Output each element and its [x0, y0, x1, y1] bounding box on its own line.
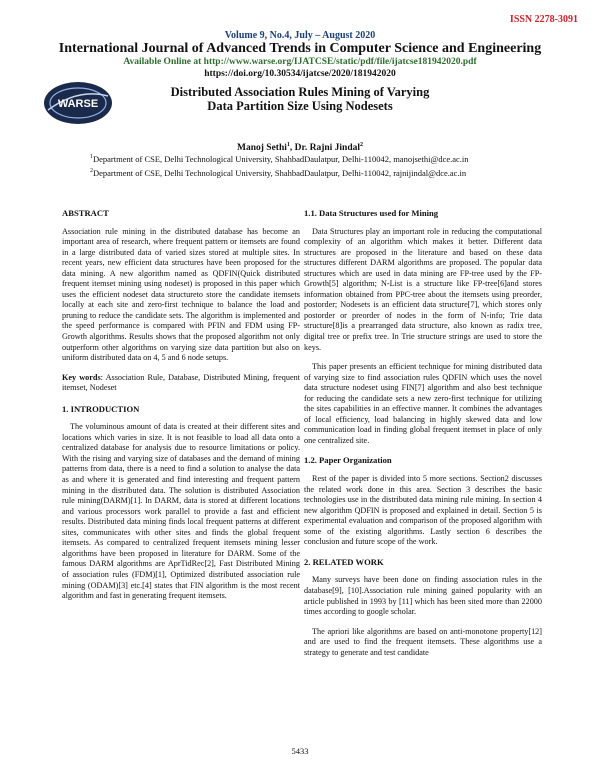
section-1-2-paragraph: Rest of the paper is divided into 5 more sections. Section2 discusses the related work done in this area. Section 3 describes the basic technologies use in the distributed data mining rule mining. In section 4 new algorithm QDFIN is proposed and explained in detail. Section 5 is experimental evaluation and comparison of the proposed algorithm with some of the existing algorithms. Lastly section 6 describes the conclusion and future scope of the work.	[304, 474, 542, 547]
affiliation-1	[90, 154, 560, 164]
abstract-text: Association rule mining in the distributed database has become an important area of research, where frequent pattern or itemsets are found in a large distributed data of varied sizes stored at multiple sites. In recent years, new efficient data structures have been proposed for the data mining. A new algorithm named as QDFIN(Quick distributed frequent itemset mining using nodeset) is proposed in this paper which uses the efficient nodeset data structureto store the candidate itemsets locally at each site and zero-first technique to balance the load and pruning to reduce the candidate sets. The algorithm is implemented and the speed performance is compared with PFIN and FDM using FP-Growth algorithms. Results shows that the proposed algorithm not only outperform other algorithms on varying size data partition but also on uniform distributed data on 4, 5 and 6 node setups.	[62, 226, 300, 363]
keywords-label: Key words	[62, 372, 101, 382]
keywords	[62, 373, 300, 394]
affiliation-2	[90, 168, 560, 178]
issn-label: ISSN 2278-3091	[509, 14, 578, 25]
logo-text: WARSE	[57, 98, 99, 110]
introduction-heading: 1. INTRODUCTION	[62, 403, 140, 414]
author-2-sup: 2	[360, 142, 363, 148]
page-number: 5433	[291, 746, 309, 756]
author-1-sup: 1	[286, 142, 290, 148]
section-1-1-paragraph-2: This paper presents an efficient technique for mining distributed data of varying size to find association rules QDFIN which uses the novel data structure nodeset using FIN[7] algorithm and also best technique for reducing the candidate sets a new zero-first technique for utilizing the sites capabilities in an effective manner. It combines the advantages of local efficiency, load balancing in highly skewed data and low communication load in finding global frequent itemset in place of only one centralized site.	[304, 362, 542, 445]
section-1-1-paragraph-1: Data Structures play an important role in reducing the computational complexity of an algorithm which makes it better. Different data structures are proposed in the literature and based on these data structures different DARM algorithms are proposed. The popular data structures which are used in data mining are FP-tree used by the FP-Growth[5] algorithm; N-List is a structure like FP-tree[6]and stores information obtained from PPC-tree about the itemsets using preorder, postorder; Nodesets is an efficient data structure[7], which stores only postorder or preorder of nodes in the form of N-info; Trie data structure[8]is a prearranged data structure, also known as radix tree, digital tree or prefix tree. In Trie structure strings are used to store the keys.	[304, 226, 542, 352]
author-separator: , Dr. Rajni Jindal	[289, 143, 360, 154]
warse-logo	[42, 80, 114, 126]
right-column	[304, 208, 542, 667]
keywords-text: : Association Rule, Database, Distributed Mining, frequent itemset, Nodeset	[62, 372, 300, 393]
related-work-heading: 2. RELATED WORK	[304, 556, 384, 567]
paper-title-line1: Distributed Association Rules Mining of Varying	[170, 85, 430, 99]
section-1-2-heading: 1.2. Paper Organization	[304, 455, 392, 466]
affiliation-2-sup: 2	[90, 168, 93, 175]
section-1-1-heading: 1.1. Data Structures used for Mining	[304, 208, 439, 218]
related-work-paragraph-2: The apriori like algorithms are based on anti-monotone property[12] and are used to find the frequent itemsets. These algorithms use a strategy to generate and test candidate	[304, 626, 542, 657]
author-1: Manoj Sethi	[237, 143, 287, 154]
left-column	[62, 208, 300, 611]
paper-title	[120, 85, 480, 113]
abstract-heading: ABSTRACT	[62, 208, 109, 218]
affiliation-1-sup: 1	[90, 154, 93, 161]
introduction-text: The voluminous amount of data is created at their different sites and locations which varies in size. It is not feasible to load all data onto a centralized database for analysis due to resource limitations or policy. With the rising and varying size of databases and the demand of mining patterns from data, there is a need to find a solution to analyse the data as and where it is generated and find interesting and frequent pattern mining in the distributed data. The solution is distributed Association rule mining(DARM)[1]. In DARM, data is stored at different locations and various processors work parallel to provide a fast and efficient results. Distributed data mining finds local frequent patterns at different sites, communicates with other sites and finds the global frequent itemsets. As compared to centralized frequent itemsets mining lesser algorithms have been proposed in literature for DARM. Some of the famous DARM algorithms are AprTidRec[2], Fast Distributed Mining of association rules (FDM)[1], Optimized distributed association rule mining (ODAM)[3] etc.[4] states that FIN algorithm is the most recent algorithm and fast in generating frequent itemsets.	[62, 422, 300, 601]
doi-link[interactable]: https://doi.org/10.30534/ijatcse/2020/181942020	[204, 69, 396, 79]
affiliation-1-text: Department of CSE, Delhi Technological University, ShahbadDaulatpur, Delhi-110042, manojsethi@dce.ac.in	[93, 154, 469, 164]
authors	[0, 142, 600, 153]
journal-title: International Journal of Advanced Trends in Computer Science and Engineering	[58, 41, 542, 56]
related-work-paragraph-1: Many surveys have been done on finding association rules in the database[9], [10].Association rule mining gained popularity with an article published in 1993 by [11] which has been sited more than 22000 times according to google scholar.	[304, 575, 542, 617]
volume-line: Volume 9, No.4, July – August 2020	[224, 30, 376, 41]
available-online-link[interactable]: Available Online at http://www.warse.org/IJATCSE/static/pdf/file/ijatcse181942020.pdf	[123, 57, 477, 67]
affiliation-2-text: Department of CSE, Delhi Technological University, ShahbadDaulatpur, Delhi-110042, rajnijindal@dce.ac.in	[93, 168, 467, 178]
paper-title-line2: Data Partition Size Using Nodesets	[207, 99, 393, 113]
